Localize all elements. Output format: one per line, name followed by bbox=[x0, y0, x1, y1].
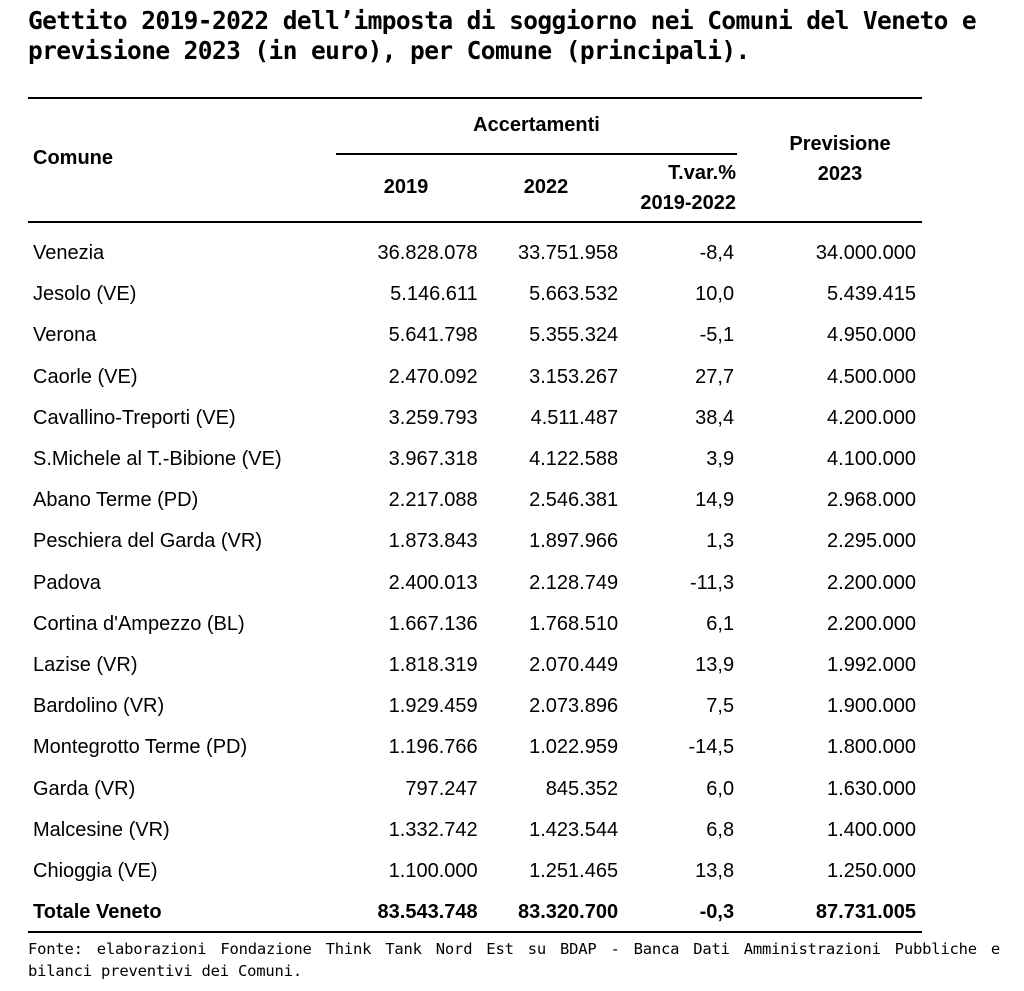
source-note: Fonte: elaborazioni Fondazione Think Tank Nord Est su BDAP - Banca Dati Amministrazioni Pubbliche e bilanci preventivi dei Comuni. bbox=[28, 940, 1000, 980]
table-row bbox=[28, 563, 922, 604]
cell-comune: Peschiera del Garda (VR) bbox=[33, 530, 262, 553]
cell-comune: Cavallino-Treporti (VE) bbox=[33, 406, 236, 429]
cell-previsione: 1.992.000 bbox=[827, 653, 916, 676]
cell-previsione: 1.900.000 bbox=[827, 695, 916, 718]
cell-var: -8,4 bbox=[699, 242, 735, 265]
cell-2022: 3.153.267 bbox=[529, 365, 619, 388]
cell-2022: 845.352 bbox=[545, 777, 619, 800]
cell-2022: 1.022.959 bbox=[529, 736, 619, 759]
cell-previsione: 1.800.000 bbox=[827, 736, 916, 759]
table-row bbox=[28, 315, 922, 356]
header-accertamenti: Accertamenti bbox=[473, 114, 600, 136]
cell-var: 14,9 bbox=[695, 489, 735, 512]
cell-2022: 4.122.588 bbox=[529, 448, 619, 471]
accertamenti-rule bbox=[336, 153, 737, 155]
cell-var: -14,5 bbox=[688, 736, 735, 759]
table-row bbox=[28, 768, 922, 809]
top-rule bbox=[28, 97, 922, 99]
cell-var: 10,0 bbox=[695, 283, 735, 306]
table-row bbox=[28, 233, 922, 274]
total-row bbox=[28, 892, 922, 933]
header-prev-line1: Previsione bbox=[789, 133, 891, 155]
cell-previsione: 2.968.000 bbox=[827, 489, 916, 512]
cell-previsione: 1.250.000 bbox=[827, 859, 916, 882]
table-row bbox=[28, 851, 922, 892]
table-row bbox=[28, 604, 922, 645]
table-title: Gettito 2019-2022 dell’imposta di soggiorno nei Comuni del Veneto e previsione 2023 (in euro), per Comune (principali). bbox=[28, 6, 977, 65]
cell-2019: 36.828.078 bbox=[377, 242, 478, 265]
cell-2022: 1.251.465 bbox=[529, 859, 619, 882]
cell-2022: 2.073.896 bbox=[529, 695, 619, 718]
cell-var: 1,3 bbox=[706, 530, 735, 553]
header-2022: 2022 bbox=[523, 176, 569, 198]
cell-previsione: 34.000.000 bbox=[815, 242, 916, 265]
cell-comune: S.Michele al T.-Bibione (VE) bbox=[33, 448, 282, 471]
cell-previsione: 2.200.000 bbox=[827, 612, 916, 635]
header-var-line1: T.var.% bbox=[668, 162, 736, 184]
header-2019: 2019 bbox=[383, 176, 429, 198]
cell-2022: 4.511.487 bbox=[530, 406, 619, 429]
cell-previsione: 2.200.000 bbox=[827, 571, 916, 594]
cell-2022: 1.423.544 bbox=[529, 818, 619, 841]
table-row bbox=[28, 274, 922, 315]
cell-previsione: 4.950.000 bbox=[827, 324, 916, 347]
cell-var: 13,8 bbox=[695, 859, 735, 882]
cell-previsione: 2.295.000 bbox=[827, 530, 916, 553]
cell-previsione: 5.439.415 bbox=[827, 283, 916, 306]
cell-previsione: 1.400.000 bbox=[827, 818, 916, 841]
cell-var: 3,9 bbox=[706, 448, 735, 471]
cell-comune: Verona bbox=[33, 324, 97, 347]
cell-comune: Malcesine (VR) bbox=[33, 818, 170, 841]
table-row bbox=[28, 727, 922, 768]
data-table bbox=[28, 233, 922, 933]
cell-var: 38,4 bbox=[695, 406, 735, 429]
cell-comune: Caorle (VE) bbox=[33, 365, 138, 388]
header-prev-line2: 2023 bbox=[817, 163, 863, 185]
cell-2022: 1.897.966 bbox=[529, 530, 619, 553]
cell-var: -5,1 bbox=[699, 324, 735, 347]
cell-2019: 797.247 bbox=[405, 777, 478, 800]
cell-var: 6,0 bbox=[706, 777, 735, 800]
cell-2022: 2.070.449 bbox=[529, 653, 619, 676]
total-2022: 83.320.700 bbox=[517, 901, 619, 924]
cell-2022: 2.546.381 bbox=[529, 489, 619, 512]
cell-2019: 3.967.318 bbox=[388, 448, 478, 471]
cell-comune: Garda (VR) bbox=[33, 777, 136, 800]
cell-2022: 33.751.958 bbox=[517, 242, 619, 265]
cell-2019: 5.641.798 bbox=[388, 324, 478, 347]
cell-2019: 1.818.319 bbox=[388, 653, 478, 676]
cell-previsione: 4.100.000 bbox=[827, 448, 916, 471]
cell-previsione: 4.200.000 bbox=[827, 406, 916, 429]
cell-comune: Venezia bbox=[33, 242, 105, 265]
cell-2022: 5.663.532 bbox=[529, 283, 619, 306]
cell-var: 6,8 bbox=[706, 818, 735, 841]
cell-var: 6,1 bbox=[706, 612, 735, 635]
header-bottom-rule bbox=[28, 221, 922, 223]
cell-var: 13,9 bbox=[695, 653, 735, 676]
table-row bbox=[28, 398, 922, 439]
cell-2019: 1.873.843 bbox=[388, 530, 478, 553]
table-row bbox=[28, 810, 922, 851]
cell-var: -11,3 bbox=[690, 571, 735, 594]
cell-comune: Jesolo (VE) bbox=[33, 283, 137, 306]
table-row bbox=[28, 439, 922, 480]
cell-comune: Bardolino (VR) bbox=[33, 695, 165, 718]
cell-2019: 2.400.013 bbox=[388, 571, 478, 594]
cell-comune: Cortina d'Ampezzo (BL) bbox=[33, 612, 245, 635]
total-prev: 87.731.005 bbox=[815, 901, 916, 924]
table-row bbox=[28, 686, 922, 727]
total-var: -0,3 bbox=[699, 901, 735, 924]
table-row bbox=[28, 357, 922, 398]
table-row bbox=[28, 645, 922, 686]
cell-2019: 5.146.611 bbox=[390, 283, 478, 306]
cell-2019: 1.196.766 bbox=[388, 736, 478, 759]
cell-previsione: 4.500.000 bbox=[827, 365, 916, 388]
cell-2022: 2.128.749 bbox=[529, 571, 619, 594]
cell-2019: 1.332.742 bbox=[388, 818, 478, 841]
cell-2022: 1.768.510 bbox=[529, 612, 619, 635]
cell-2019: 3.259.793 bbox=[388, 406, 478, 429]
cell-comune: Lazise (VR) bbox=[33, 653, 138, 676]
header-var-line2: 2019-2022 bbox=[640, 192, 736, 214]
cell-2022: 5.355.324 bbox=[529, 324, 619, 347]
cell-comune: Montegrotto Terme (PD) bbox=[33, 736, 248, 759]
cell-var: 7,5 bbox=[706, 695, 735, 718]
cell-2019: 1.929.459 bbox=[388, 695, 478, 718]
cell-2019: 2.470.092 bbox=[388, 365, 478, 388]
total-label: Totale Veneto bbox=[33, 901, 162, 924]
cell-var: 27,7 bbox=[695, 365, 735, 388]
total-2019: 83.543.748 bbox=[377, 901, 478, 924]
cell-2019: 1.100.000 bbox=[388, 859, 478, 882]
header-comune: Comune bbox=[33, 147, 113, 169]
cell-previsione: 1.630.000 bbox=[827, 777, 916, 800]
cell-comune: Abano Terme (PD) bbox=[33, 489, 199, 512]
cell-comune: Padova bbox=[33, 571, 101, 594]
table-row bbox=[28, 480, 922, 521]
table-row bbox=[28, 521, 922, 562]
cell-comune: Chioggia (VE) bbox=[33, 859, 158, 882]
cell-2019: 1.667.136 bbox=[388, 612, 478, 635]
cell-2019: 2.217.088 bbox=[388, 489, 478, 512]
